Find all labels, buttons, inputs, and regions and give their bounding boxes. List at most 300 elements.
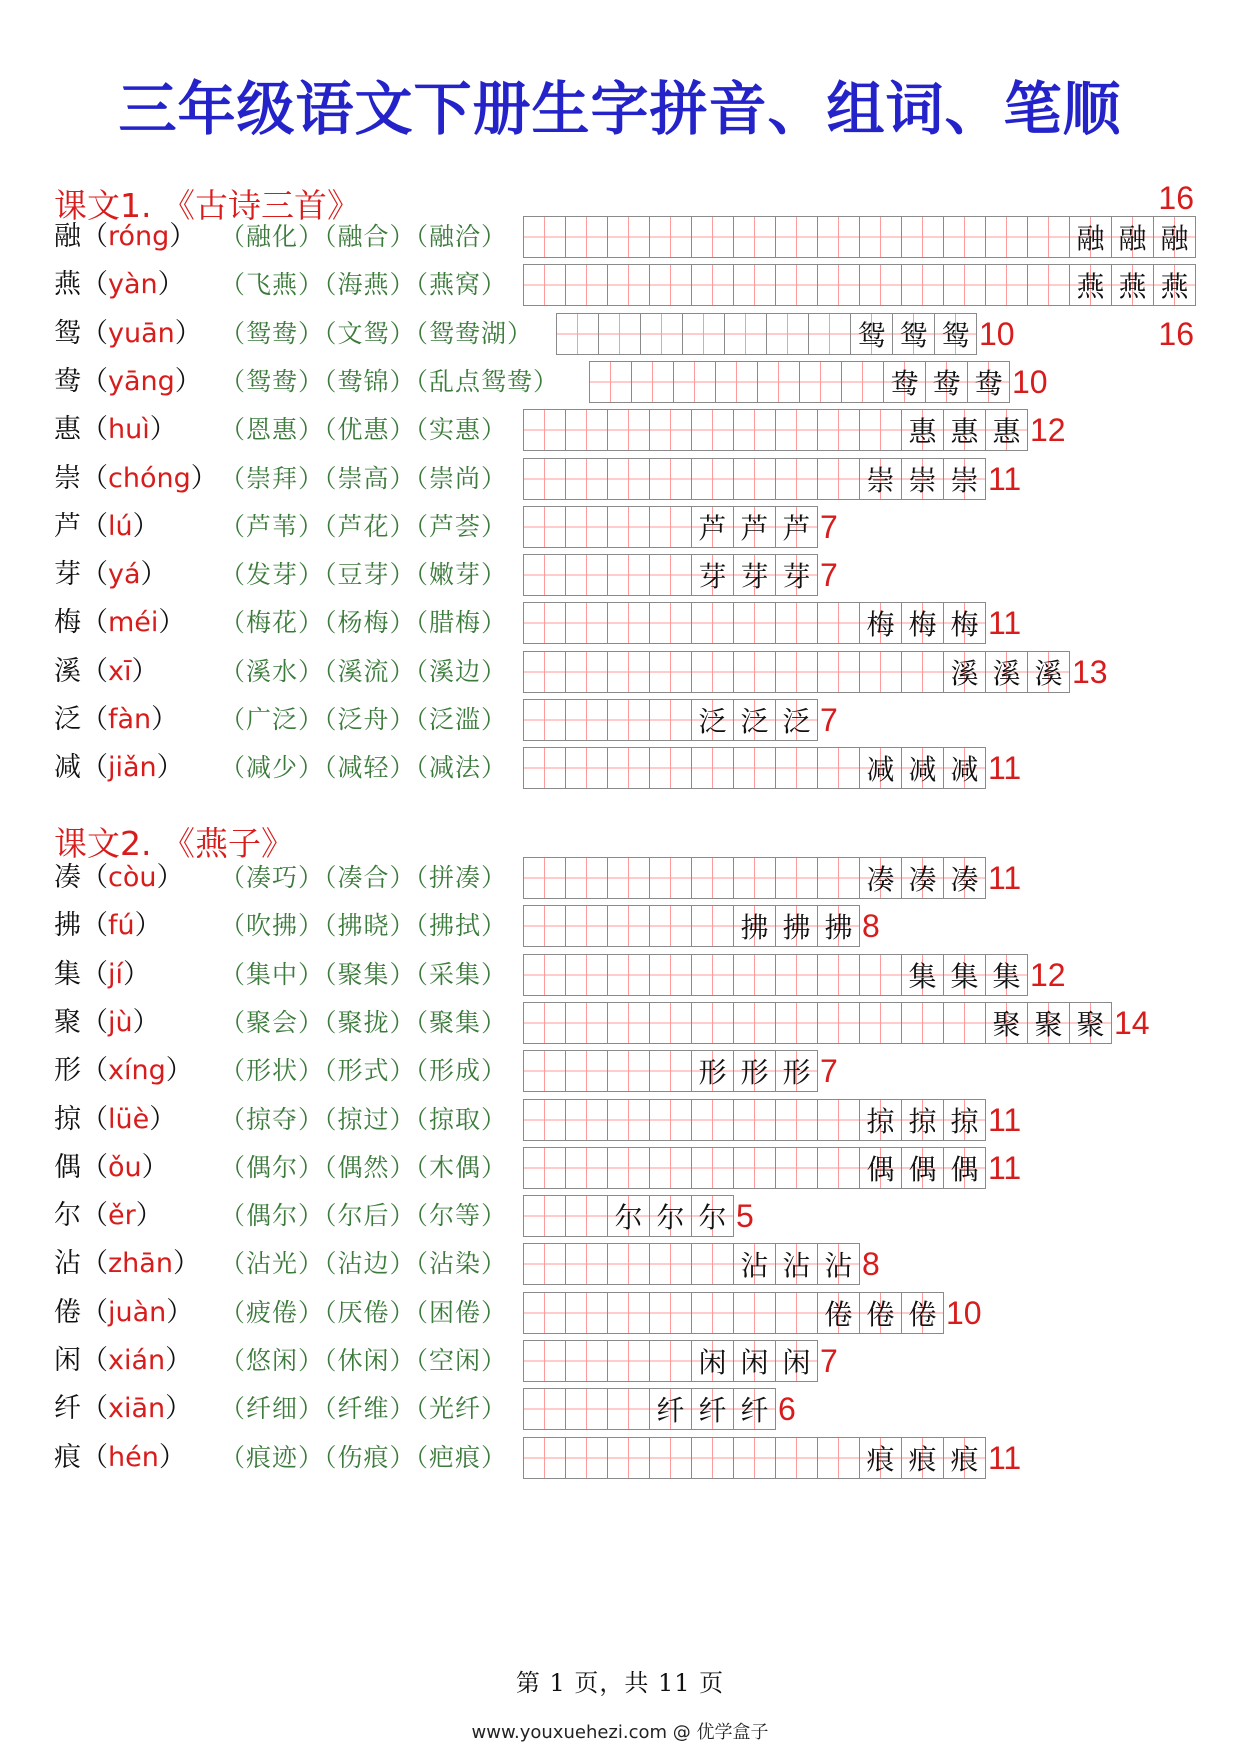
stroke-cell (860, 651, 902, 693)
stroke-order-grid (523, 1050, 818, 1092)
stroke-cell (524, 1002, 566, 1044)
stroke-cell (734, 409, 776, 451)
stroke-cell (818, 409, 860, 451)
stroke-order-grid (523, 216, 1196, 258)
paren-close: ） (174, 318, 202, 349)
stroke-cell (1028, 216, 1070, 258)
stroke-cell (818, 458, 860, 500)
stroke-cell (524, 1195, 566, 1237)
paren-open: （ (81, 318, 108, 349)
paren-close: ） (132, 511, 160, 542)
character-row (0, 216, 1240, 258)
pinyin: fú (108, 910, 135, 941)
stroke-cell: 集 (986, 954, 1028, 996)
character-row (0, 602, 1240, 644)
paren-close: ） (149, 414, 177, 445)
stroke-cell: 鸳 (851, 313, 893, 355)
word-examples: （溪水）（溪流）（溪边） (220, 657, 508, 686)
stroke-cell: 聚 (1028, 1002, 1070, 1044)
character-label (54, 747, 184, 789)
stroke-cell (734, 216, 776, 258)
stroke-cell: 闲 (692, 1340, 734, 1382)
stroke-cell: 燕 (1070, 264, 1112, 306)
stroke-cell (608, 1292, 650, 1334)
word-examples: （鸳鸯）（鸯锦）（乱点鸳鸯） (220, 367, 560, 396)
stroke-cell (650, 699, 692, 741)
character-row (0, 954, 1240, 996)
stroke-order-grid (523, 1340, 818, 1382)
paren-open: （ (81, 607, 108, 638)
pinyin: yá (108, 559, 141, 590)
stroke-cell (650, 1050, 692, 1092)
stroke-cell: 芽 (734, 554, 776, 596)
word-examples: （沾光）（沾边）（沾染） (220, 1249, 508, 1278)
pinyin: xián (108, 1345, 166, 1376)
word-examples: （梅花）（杨梅）（腊梅） (220, 608, 508, 637)
stroke-cell (734, 857, 776, 899)
character-row (0, 1243, 1240, 1285)
stroke-cell (776, 216, 818, 258)
stroke-cell: 芦 (776, 506, 818, 548)
character-label (54, 905, 162, 947)
pinyin: ěr (108, 1200, 136, 1231)
stroke-cell: 沾 (734, 1243, 776, 1285)
stroke-cell (725, 313, 767, 355)
character-row (0, 506, 1240, 548)
paren-open: （ (81, 414, 108, 445)
paren-open: （ (81, 862, 108, 893)
stroke-cell: 溪 (1028, 651, 1070, 693)
stroke-cell (632, 361, 674, 403)
stroke-cell (692, 264, 734, 306)
character-row (0, 458, 1240, 500)
character: 形 (54, 1055, 81, 1086)
word-examples: （崇拜）（崇高）（崇尚） (220, 464, 508, 493)
stroke-cell (986, 216, 1028, 258)
paren-open: （ (81, 221, 108, 252)
stroke-cell: 倦 (860, 1292, 902, 1334)
stroke-cell (566, 409, 608, 451)
stroke-cell: 凑 (902, 857, 944, 899)
stroke-cell: 偶 (860, 1147, 902, 1189)
stroke-cell: 融 (1154, 216, 1196, 258)
stroke-cell (902, 216, 944, 258)
stroke-cell (608, 216, 650, 258)
paren-open: （ (81, 1248, 108, 1279)
paren-close: ） (190, 463, 218, 494)
paren-close: ） (158, 1442, 186, 1473)
word-examples: （凑巧）（凑合）（拼凑） (220, 863, 508, 892)
stroke-count: 16 (1158, 316, 1194, 352)
stroke-cell (566, 747, 608, 789)
stroke-cell (566, 954, 608, 996)
stroke-cell (608, 1002, 650, 1044)
stroke-cell (608, 857, 650, 899)
stroke-cell (734, 602, 776, 644)
stroke-order-grid (523, 699, 818, 741)
stroke-cell: 拂 (776, 905, 818, 947)
stroke-cell (524, 1099, 566, 1141)
stroke-cell (557, 313, 599, 355)
stroke-cell (566, 699, 608, 741)
stroke-cell (818, 1437, 860, 1479)
pinyin: ǒu (108, 1152, 142, 1183)
stroke-order-grid (523, 554, 818, 596)
stroke-count: 11 (988, 860, 1022, 896)
word-examples: （悠闲）（休闲）（空闲） (220, 1346, 508, 1375)
word-examples: （融化）（融合）（融洽） (220, 222, 508, 251)
stroke-cell: 拂 (734, 905, 776, 947)
stroke-order-grid (523, 905, 860, 947)
stroke-cell: 融 (1070, 216, 1112, 258)
stroke-cell (524, 1388, 566, 1430)
character-label (54, 1147, 169, 1189)
stroke-cell: 集 (944, 954, 986, 996)
character-row (0, 409, 1240, 451)
character-label (54, 1340, 192, 1382)
stroke-cell: 沾 (776, 1243, 818, 1285)
stroke-cell (608, 1050, 650, 1092)
stroke-cell (650, 1340, 692, 1382)
character-row (0, 361, 1240, 403)
character: 集 (54, 959, 81, 990)
stroke-cell: 溪 (944, 651, 986, 693)
stroke-cell (944, 1002, 986, 1044)
stroke-cell: 惠 (902, 409, 944, 451)
stroke-cell: 减 (860, 747, 902, 789)
pinyin: xíng (108, 1055, 166, 1086)
stroke-cell (776, 857, 818, 899)
character: 泛 (54, 704, 81, 735)
pinyin: hén (108, 1442, 159, 1473)
word-examples: （吹拂）（拂晓）（拂拭） (220, 911, 508, 940)
character: 鸯 (54, 366, 81, 397)
paren-open: （ (81, 1442, 108, 1473)
stroke-cell (650, 1002, 692, 1044)
stroke-cell (608, 954, 650, 996)
word-examples: （减少）（减轻）（减法） (220, 753, 508, 782)
paren-open: （ (81, 656, 108, 687)
stroke-count: 10 (946, 1295, 982, 1331)
stroke-cell: 减 (902, 747, 944, 789)
stroke-cell: 梅 (860, 602, 902, 644)
paren-open: （ (81, 559, 108, 590)
stroke-cell (692, 651, 734, 693)
stroke-cell (608, 602, 650, 644)
stroke-cell (818, 954, 860, 996)
stroke-cell (524, 857, 566, 899)
stroke-cell (734, 264, 776, 306)
pinyin: jù (108, 1007, 133, 1038)
paren-open: （ (81, 1345, 108, 1376)
stroke-cell: 鸯 (968, 361, 1010, 403)
stroke-cell (734, 747, 776, 789)
pinyin: còu (108, 862, 157, 893)
stroke-cell (524, 747, 566, 789)
stroke-cell (566, 651, 608, 693)
stroke-cell (524, 651, 566, 693)
paren-close: ） (132, 1007, 160, 1038)
stroke-cell: 尔 (650, 1195, 692, 1237)
paren-close: ） (165, 1393, 193, 1424)
stroke-order-grid (523, 747, 986, 789)
paren-open: （ (81, 959, 108, 990)
stroke-cell: 芦 (692, 506, 734, 548)
stroke-cell: 燕 (1154, 264, 1196, 306)
stroke-cell (902, 264, 944, 306)
stroke-cell: 拂 (818, 905, 860, 947)
stroke-cell (818, 747, 860, 789)
paren-open: （ (81, 1152, 108, 1183)
stroke-cell (608, 554, 650, 596)
stroke-order-grid (523, 857, 986, 899)
character-row (0, 1340, 1240, 1382)
stroke-cell (650, 905, 692, 947)
character: 燕 (54, 269, 81, 300)
stroke-cell: 鸳 (935, 313, 977, 355)
character: 芦 (54, 511, 81, 542)
stroke-cell (641, 313, 683, 355)
stroke-cell (608, 1388, 650, 1430)
paren-close: ） (169, 221, 197, 252)
stroke-cell (860, 954, 902, 996)
character: 溪 (54, 656, 81, 687)
stroke-cell (566, 1388, 608, 1430)
character: 拂 (54, 910, 81, 941)
paren-close: ） (134, 910, 162, 941)
stroke-cell (902, 651, 944, 693)
stroke-cell (692, 1002, 734, 1044)
stroke-cell: 惠 (944, 409, 986, 451)
paren-open: （ (81, 1055, 108, 1086)
pinyin: xiān (108, 1393, 166, 1424)
stroke-count: 8 (862, 908, 880, 944)
stroke-cell (566, 857, 608, 899)
stroke-cell: 芦 (734, 506, 776, 548)
stroke-cell (692, 905, 734, 947)
stroke-cell (650, 602, 692, 644)
stroke-cell (734, 1292, 776, 1334)
stroke-cell: 崇 (902, 458, 944, 500)
stroke-cell: 沾 (818, 1243, 860, 1285)
stroke-count: 11 (988, 605, 1022, 641)
stroke-order-grid (523, 954, 1028, 996)
stroke-cell (692, 1147, 734, 1189)
stroke-cell (674, 361, 716, 403)
stroke-cell (860, 216, 902, 258)
stroke-count: 14 (1114, 1005, 1150, 1041)
stroke-cell (650, 954, 692, 996)
stroke-cell: 掠 (902, 1099, 944, 1141)
stroke-cell (734, 1147, 776, 1189)
stroke-count: 5 (736, 1198, 754, 1234)
stroke-cell (809, 313, 851, 355)
stroke-cell (650, 1147, 692, 1189)
stroke-cell (608, 409, 650, 451)
stroke-cell: 融 (1112, 216, 1154, 258)
stroke-count: 10 (1012, 364, 1048, 400)
character-label (54, 857, 183, 899)
stroke-cell (566, 216, 608, 258)
stroke-cell (524, 1050, 566, 1092)
stroke-cell (566, 1195, 608, 1237)
paren-close: ） (149, 1104, 177, 1135)
stroke-cell: 鸯 (926, 361, 968, 403)
character-label (54, 1099, 176, 1141)
word-examples: （广泛）（泛舟）（泛滥） (220, 705, 508, 734)
stroke-order-grid (523, 1002, 1112, 1044)
stroke-cell (692, 602, 734, 644)
stroke-cell (776, 264, 818, 306)
stroke-cell (608, 699, 650, 741)
word-examples: （痕迹）（伤痕）（疤痕） (220, 1443, 508, 1472)
stroke-cell (692, 1099, 734, 1141)
stroke-cell (776, 1147, 818, 1189)
stroke-cell (818, 1099, 860, 1141)
stroke-cell (524, 264, 566, 306)
word-examples: （形状）（形式）（形成） (220, 1056, 508, 1085)
character: 闲 (54, 1345, 81, 1376)
pinyin: jiǎn (108, 752, 157, 783)
stroke-cell (716, 361, 758, 403)
stroke-cell (608, 506, 650, 548)
stroke-cell (944, 216, 986, 258)
word-examples: （发芽）（豆芽）（嫩芽） (220, 560, 508, 589)
paren-open: （ (81, 463, 108, 494)
stroke-cell (566, 1340, 608, 1382)
stroke-cell: 形 (692, 1050, 734, 1092)
stroke-cell (692, 216, 734, 258)
word-examples: （恩惠）（优惠）（实惠） (220, 415, 508, 444)
paren-close: ） (156, 862, 184, 893)
character: 梅 (54, 607, 81, 638)
character: 芽 (54, 559, 81, 590)
pinyin: xī (108, 656, 132, 687)
character-row (0, 747, 1240, 789)
pinyin: lüè (108, 1104, 150, 1135)
character: 减 (54, 752, 81, 783)
stroke-cell (818, 1002, 860, 1044)
pinyin: lú (108, 511, 133, 542)
character: 鸳 (54, 318, 81, 349)
stroke-count: 13 (1072, 654, 1108, 690)
stroke-cell (608, 651, 650, 693)
paren-close: ） (135, 1200, 163, 1231)
stroke-cell (608, 1099, 650, 1141)
stroke-cell: 溪 (986, 651, 1028, 693)
stroke-cell: 鸯 (884, 361, 926, 403)
paren-open: （ (81, 1007, 108, 1038)
stroke-count: 7 (820, 702, 838, 738)
paren-open: （ (81, 1200, 108, 1231)
stroke-count: 11 (988, 1150, 1022, 1186)
character-label (54, 264, 185, 306)
word-examples: （飞燕）（海燕）（燕窝） (220, 270, 508, 299)
character-row (0, 651, 1240, 693)
character-row (0, 1388, 1240, 1430)
character-row (0, 264, 1240, 306)
stroke-cell (818, 1147, 860, 1189)
stroke-cell (692, 458, 734, 500)
stroke-cell (734, 458, 776, 500)
stroke-order-grid (523, 1292, 944, 1334)
stroke-count: 12 (1030, 957, 1066, 993)
stroke-cell (692, 1437, 734, 1479)
character: 惠 (54, 414, 81, 445)
character-row (0, 699, 1240, 741)
character-label (54, 506, 160, 548)
stroke-cell (566, 1147, 608, 1189)
stroke-cell (524, 1243, 566, 1285)
stroke-cell (692, 1292, 734, 1334)
character-label (54, 361, 202, 403)
character-row (0, 554, 1240, 596)
paren-close: ） (131, 656, 159, 687)
stroke-cell: 痕 (944, 1437, 986, 1479)
stroke-cell (776, 954, 818, 996)
pinyin: yàn (108, 269, 158, 300)
stroke-cell (776, 1292, 818, 1334)
character-label (54, 1050, 193, 1092)
stroke-order-grid (523, 602, 986, 644)
lesson-heading: 课文1. 《古诗三首》 (54, 186, 360, 225)
stroke-count: 11 (988, 750, 1022, 786)
word-examples: （鸳鸯）（文鸳）（鸳鸯湖） (220, 319, 534, 348)
stroke-count: 7 (820, 1343, 838, 1379)
pinyin: huì (108, 414, 150, 445)
character: 尔 (54, 1200, 81, 1231)
stroke-cell (524, 458, 566, 500)
stroke-cell (608, 1437, 650, 1479)
stroke-cell (818, 602, 860, 644)
character: 沾 (54, 1248, 81, 1279)
character-label (54, 1437, 186, 1479)
stroke-cell (776, 1002, 818, 1044)
stroke-order-grid (523, 1147, 986, 1189)
stroke-cell (776, 747, 818, 789)
stroke-cell: 形 (734, 1050, 776, 1092)
stroke-cell (683, 313, 725, 355)
stroke-cell: 闲 (776, 1340, 818, 1382)
stroke-cell (590, 361, 632, 403)
stroke-cell (650, 554, 692, 596)
stroke-cell: 泛 (776, 699, 818, 741)
stroke-cell (608, 264, 650, 306)
stroke-count: 16 (1158, 180, 1194, 216)
stroke-cell: 芽 (776, 554, 818, 596)
paren-close: ） (165, 1345, 193, 1376)
stroke-cell: 减 (944, 747, 986, 789)
word-examples: （疲倦）（厌倦）（困倦） (220, 1298, 508, 1327)
character: 崇 (54, 463, 81, 494)
stroke-cell (758, 361, 800, 403)
character-label (54, 554, 168, 596)
stroke-cell: 鸳 (893, 313, 935, 355)
stroke-cell (566, 905, 608, 947)
stroke-cell (524, 554, 566, 596)
stroke-cell (986, 264, 1028, 306)
stroke-cell (818, 651, 860, 693)
pinyin: fàn (108, 704, 152, 735)
character-row (0, 1147, 1240, 1189)
stroke-cell (776, 409, 818, 451)
stroke-cell (524, 1437, 566, 1479)
character-label (54, 1292, 193, 1334)
stroke-cell (650, 216, 692, 258)
stroke-cell (566, 1243, 608, 1285)
stroke-cell (860, 264, 902, 306)
paren-open: （ (81, 752, 108, 783)
